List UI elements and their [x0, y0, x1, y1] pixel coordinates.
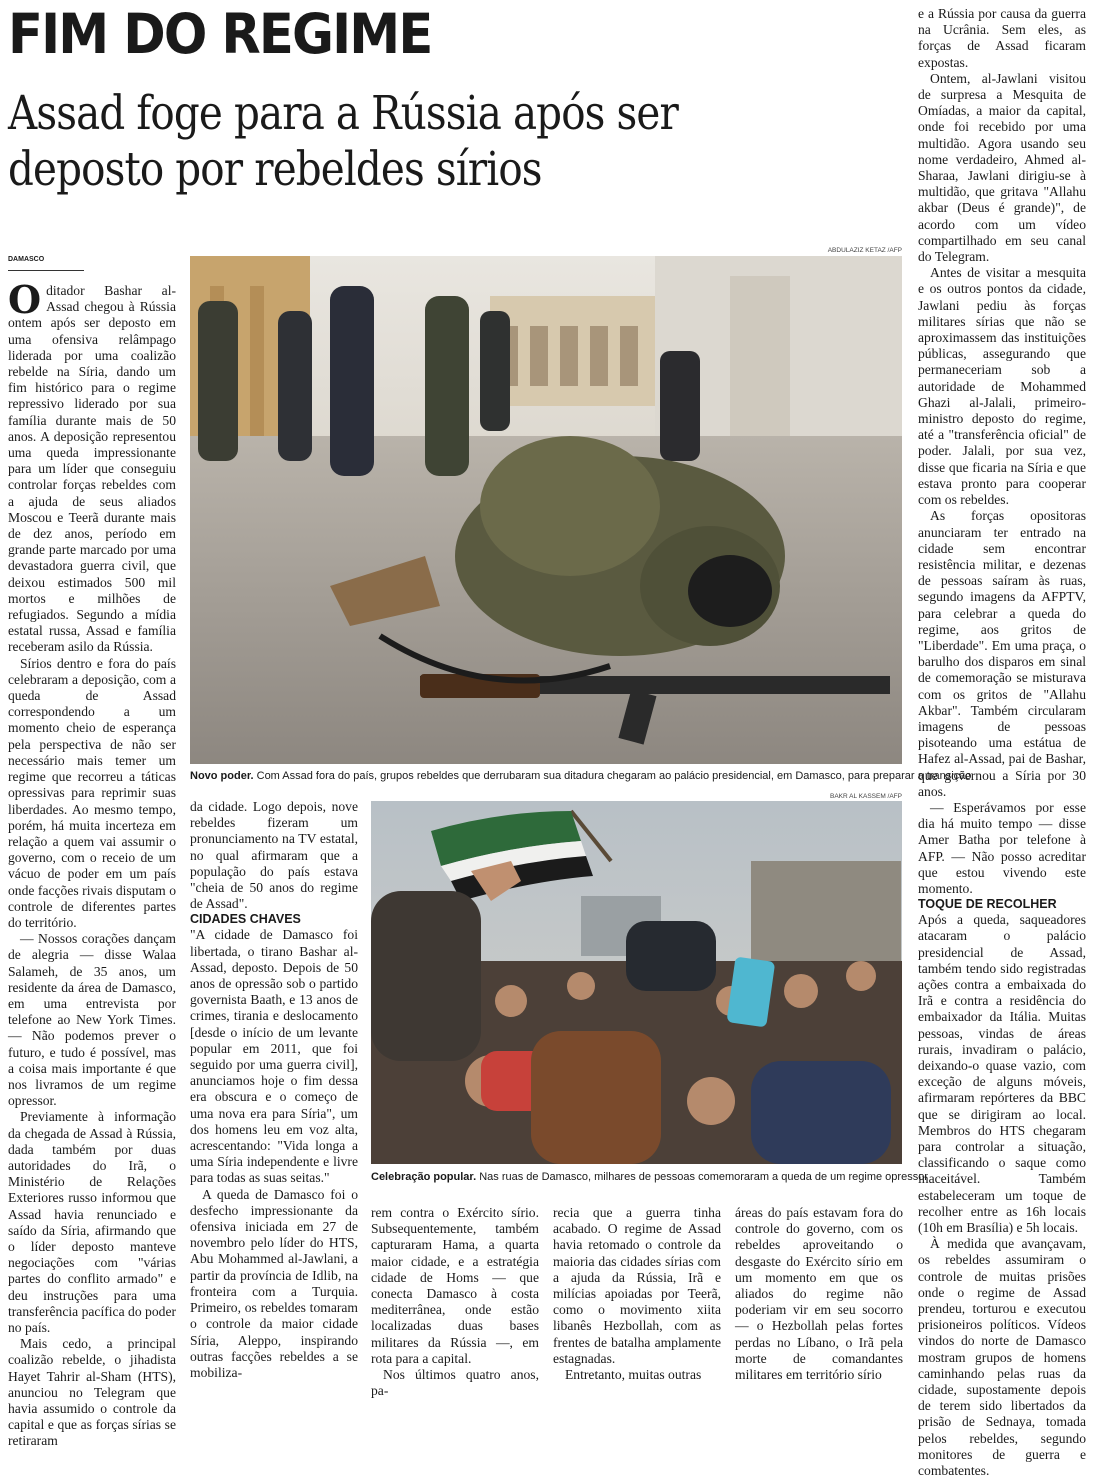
paragraph: Nos últimos quatro anos, pa- — [371, 1367, 539, 1399]
paragraph: Mais cedo, a principal coalizão rebelde, o jihadista Hayet Tahrir al-Sham (HTS), anunciou no Telegram que havia assumido o controle da capital e que as forças sírias se retiraram — [8, 1336, 176, 1449]
paragraph: áreas do país estavam fora do controle do governo, com os rebeldes aproveitando o desgaste do Exército sírio em um momento em que os aliados do regime não poderiam vir em seu socorro — o Hezbollah pelas fortes perdas no Líbano, o Irã pela morte de comandantes militares em território sírio — [735, 1205, 903, 1383]
paragraph: rem contra o Exército sírio. Subsequentemente, também capturaram Hama, a quarta maior cidade, e a estratégia cidade de Homs — que conecta Damasco à costa mediterrânea, onde estão localizadas duas bases militares da Rússia —, em rota para a capital. — [371, 1205, 539, 1366]
column-2 — [190, 799, 358, 1381]
paragraph: À medida que avançavam, os rebeldes assumiram o controle de muitas prisões onde o regime de Assad prendeu, torturou e executou prisioneiros políticos. Vídeos vindos do norte de Damasco mostram grupos de homens caminhando pelas ruas da cidade, supostamente depois de terem sido libertados da prisão de Sednaya, tomada pelos rebeldes, segundo monitores de guerra e combatentes. — [918, 1236, 1086, 1479]
paragraph: Ontem, al-Jawlani visitou de surpresa a Mesquita de Omíadas, a maior da capital, onde foi recebido por uma multidão. Agora usando seu nome verdadeiro, Ahmed al-Sharaa, Jawlani dirigiu-se à multidão, que gritava "Allahu akbar (Deus é grande)", de acordo com um vídeo compartilhado em seu canal do Telegram. — [918, 70, 1086, 265]
paragraph: Sírios dentro e fora do país celebraram a deposição, com a queda de Assad correspondendo a um momento cheio de esperança pela perspectiva de não ser necessário mais temer um regime que recorreu a táticas opressivas para reprimir suas liberdades. Ao mesmo tempo, porém, há muita incerteza em relação a quem vai assumir o governo, com o receio de um vácuo de poder em um país onde facções rivais disputam o controle de diferentes partes do território. — [8, 655, 176, 930]
paragraph: — Esperávamos por esse dia há muito tempo — disse Amer Batha por telefone à AFP. — Não posso acreditar que estou vivendo este momento. — [918, 799, 1086, 896]
paragraph: Previamente à informação da chegada de Assad à Rússia, dada também por duas autoridades do Irã, o Ministério de Relações Exteriores russo informou que Assad havia renunciado e saído da Síria, afirmando que o líder deposto manteve negociações com "várias partes do conflito armado" e deu instruções para uma transferência pacífica do poder no país. — [8, 1109, 176, 1335]
paragraph: "A cidade de Damasco foi libertada, o tirano Bashar al-Assad, deposto. Depois de 50 anos de opressão sob o partido governista Baath, e 13 anos de crimes, tirania e deslocamento [desde o início de um levante popular em 2011, que foi seguido por uma guerra civil], anunciamos hoje o fim dessa era obscura e o começo de uma nova era para Síria", um dos homens leu em voz alta, acrescentando: "Vida longa a uma Síria independente e livre para todas as suas seitas." — [190, 927, 358, 1186]
paragraph: da cidade. Logo depois, nove rebeldes fizeram um pronunciamento na TV estatal, no qual afirmaram que a população do país estava "cheia de 50 anos do regime de Assad". — [190, 799, 358, 912]
paragraph: As forças opositoras anunciaram ter entrado na cidade sem encontrar resistência militar, e dezenas de pessoas saíram às ruas, segundo imagens da AFPTV, para celebrar a queda do regime, aos gritos de "Liberdade". Em uma praça, o barulho dos disparos em sinal de comemoração se misturava com os gritos de "Allahu Akbar". Também circularam imagens de pessoas pisoteando uma estátua de Hafez al-Assad, pai de Bashar, que governou a Síria por 30 anos. — [918, 508, 1086, 799]
dateline-rule — [8, 270, 84, 271]
column-3 — [371, 1205, 539, 1399]
subhead-cidades-chaves: CIDADES CHAVES — [190, 912, 301, 927]
paragraph: recia que a guerra tinha acabado. O regime de Assad havia retomado o controle da maioria das cidades sírias com a ajuda da Rússia, Irã e milícias apoiadas por Teerã, como o movimento xiita libanês Hezbollah, com as frentes de batalha amplamente estagnadas. — [553, 1205, 721, 1366]
subhead-toque-de-recolher: TOQUE DE RECOLHER — [918, 897, 1057, 912]
paragraph: e a Rússia por causa da guerra na Ucrânia. Sem eles, as forças de Assad ficaram expostas. — [918, 6, 1086, 70]
paragraph: Após a queda, saqueadores atacaram o palácio presidencial de Assad, também tendo sido registradas ações contra a embaixada do Irã e contra a residência do embaixador da Itália. Muitas pessoas, vindas de áreas rurais, invadiram o palácio, deixando-o quase vazio, com exceção de alguns móveis, afirmaram repórteres da BBC que se dirigiram ao local. Membros do HTS chegaram para controlar a situação, classificando o saque como inaceitável. Também estabeleceram um toque de recolher entre as 16h locais (10h em Brasília) e 5h locais. — [918, 912, 1086, 1236]
photo-credit-2: BAKR AL KASSEM /AFP — [829, 793, 902, 800]
headline: Assad foge para a Rússia após ser deposto por rebeldes sírios — [8, 86, 678, 197]
photo-celebration — [371, 801, 902, 1164]
column-6 — [918, 6, 1086, 1479]
dateline: DAMASCO — [8, 256, 45, 263]
drop-cap: O — [8, 277, 42, 322]
column-5 — [735, 1205, 903, 1383]
paragraph: A queda de Damasco foi o desfecho impressionante da ofensiva iniciada em 27 de novembro pelo líder do HTS, Abu Mohammed al-Jawlani, a partir da província de Idlib, na fronteira com a Turquia. Primeiro, os rebeldes tomaram o controle da maior cidade Síria, Aleppo, inspirando outras facções rebeldes a se mobiliza- — [190, 1186, 358, 1380]
photo-kneeling-rebel — [190, 256, 902, 764]
photo-1-image — [190, 256, 902, 764]
photo-credit-1: ABDULAZIZ KETAZ /AFP — [827, 247, 902, 254]
paragraph: Antes de visitar a mesquita e os outros pontos da cidade, Jawlani pediu às forças militares sírias que não se aproximassem das instituições públicas, assegurando que permaneceriam sob a autoridade de Mohammed Ghazi al-Jalali, primeiro-ministro deposto do regime, até a "transferência oficial" de poder. Jalali, por sua vez, disse que ficaria na Síria e que estava pronto para cooperar com os rebeldes. — [918, 265, 1086, 508]
photo-caption-2: Celebração popular. Nas ruas de Damasco, milhares de pessoas comemoraram a queda de um regime opressor — [371, 1171, 928, 1183]
kicker: FIM DO REGIME — [8, 2, 432, 66]
paragraph: Entretanto, muitas outras — [565, 1367, 702, 1383]
photo-2-image — [371, 801, 902, 1164]
column-4 — [553, 1205, 721, 1383]
lead-paragraph: Oditador Bashar al-Assad chegou à Rússia ontem após ser deposto em uma ofensiva relâmpago liderada por uma coalizão rebelde na Síria, dando um fim histórico para o regime repressivo liderado por sua família durante mais de 50 anos. A deposição representou uma queda impressionante para um líder que conseguiu controlar forças rebeldes com a ajuda de seus aliados Moscou e Teerã durante mais de dez anos, período em grande parte marcado por uma devastadora guerra civil, que deixou estimados 500 mil mortos e milhões de refugiados. Segundo a mídia estatal russa, Assad e família receberam asilo da Rússia. — [8, 277, 176, 655]
photo-caption-1: Novo poder. Com Assad fora do país, grupos rebeldes que derrubaram sua ditadura chegaram ao palácio presidencial, em Damasco, para preparar a transição — [190, 770, 972, 782]
column-1 — [8, 277, 176, 1450]
paragraph: — Nossos corações dançam de alegria — disse Walaa Salameh, de 35 anos, um residente da área de Damasco, em uma entrevista por telefone ao New York Times. — Não podemos prever o futuro, e tudo é possível, mas a coisa mais importante é que nos livramos de um regime opressor. — [8, 931, 176, 1109]
